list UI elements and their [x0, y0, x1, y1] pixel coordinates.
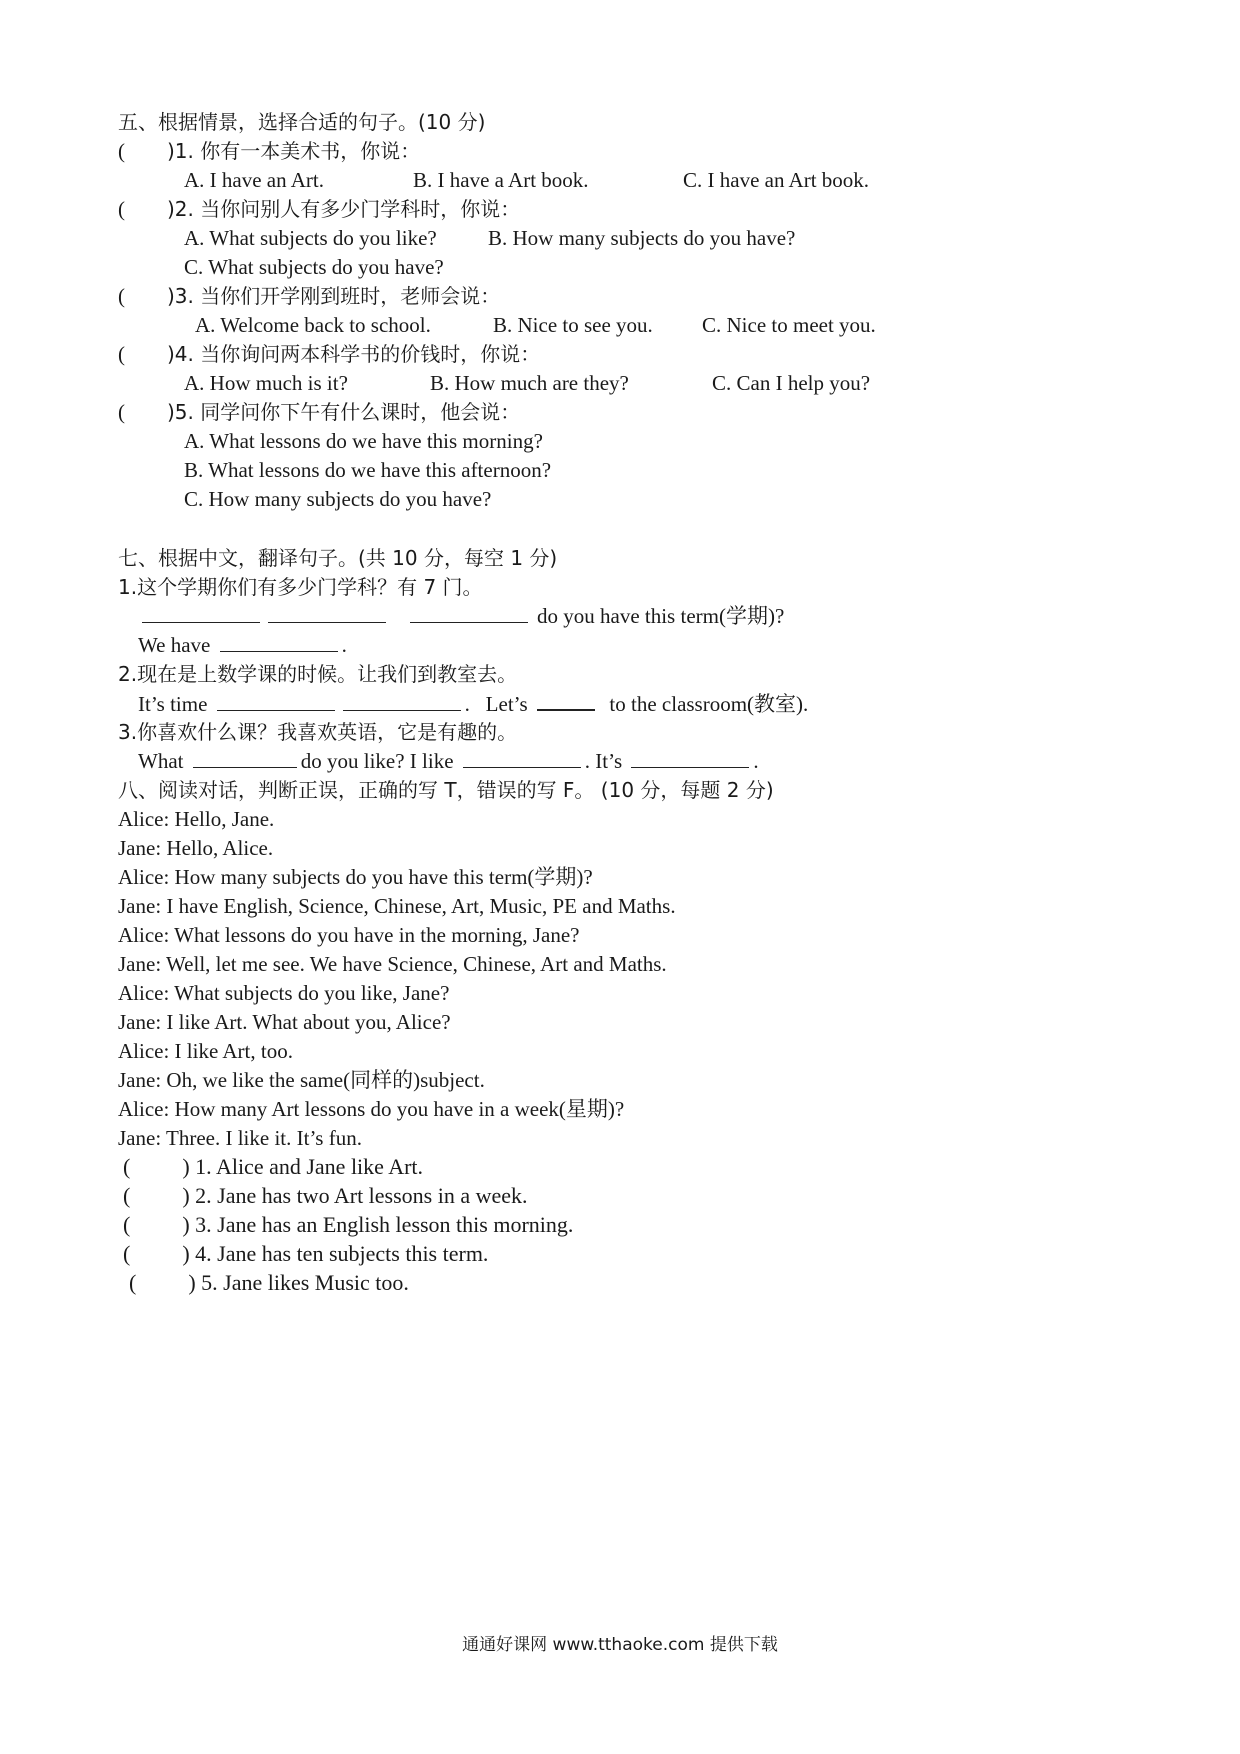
answer-blank[interactable] — [631, 747, 749, 768]
q2-option-a: A. What subjects do you like? — [184, 226, 437, 250]
dialogue-line: Alice: What lessons do you have in the morning, Jane? — [118, 923, 580, 947]
answer-blank[interactable] — [410, 602, 528, 623]
s7-item1-en2: We have . — [138, 633, 347, 657]
q4-option-a: A. How much is it? — [184, 371, 348, 395]
tf-statement-4: ( ) 4. Jane has ten subjects this term. — [123, 1241, 489, 1266]
q5-prompt: ( )5. 同学问你下午有什么课时，他会说： — [118, 400, 521, 424]
answer-blank[interactable] — [193, 747, 297, 768]
dialogue-line: Jane: Oh, we like the same(同样的)subject. — [118, 1068, 485, 1092]
footer-credit: 通通好课网 www.tthaoke.com 提供下载 — [462, 1635, 778, 1655]
dialogue-line: Jane: Three. I like it. It’s fun. — [118, 1126, 362, 1150]
dialogue-line: Alice: What subjects do you like, Jane? — [118, 981, 450, 1005]
q2-prompt: ( )2. 当你问别人有多少门学科时，你说： — [118, 197, 521, 221]
s7-item2-en: It’s time . Let’s to the classroom(教室). — [138, 689, 808, 718]
tf-statement-5: ( ) 5. Jane likes Music too. — [129, 1270, 409, 1295]
dialogue-line: Jane: I like Art. What about you, Alice? — [118, 1010, 451, 1034]
dialogue-line: Jane: Hello, Alice. — [118, 836, 274, 860]
tf-statement-2: ( ) 2. Jane has two Art lessons in a week. — [123, 1183, 528, 1208]
answer-blank[interactable] — [537, 689, 595, 711]
q4-prompt: ( )4. 当你询问两本科学书的价钱时，你说： — [118, 342, 541, 366]
dialogue-line: Jane: I have English, Science, Chinese, Art, Music, PE and Maths. — [118, 894, 676, 918]
q3-option-a: A. Welcome back to school. — [195, 313, 431, 337]
dialogue-line: Alice: I like Art, too. — [118, 1039, 293, 1063]
dialogue-line: Alice: How many subjects do you have this term(学期)? — [118, 865, 593, 889]
q1-option-a: A. I have an Art. — [184, 168, 324, 192]
q4-option-c: C. Can I help you? — [712, 371, 871, 395]
q5-option-c: C. How many subjects do you have? — [184, 487, 492, 511]
s7-item3-en: What do you like? I like . It’s . — [138, 749, 759, 773]
q3-option-b: B. Nice to see you. — [493, 313, 653, 337]
q1-prompt: ( )1. 你有一本美术书，你说： — [118, 139, 421, 163]
q2-option-b: B. How many subjects do you have? — [488, 226, 796, 250]
q5-option-b: B. What lessons do we have this afternoon? — [184, 458, 552, 482]
dialogue-line: Alice: Hello, Jane. — [118, 807, 275, 831]
section5-title: 五、根据情景，选择合适的句子。(10 分) — [118, 110, 486, 134]
dialogue-line: Jane: Well, let me see. We have Science, Chinese, Art and Maths. — [118, 952, 667, 976]
s7-item2-cn: 2.现在是上数学课的时候。让我们到教室去。 — [118, 662, 518, 686]
q5-option-a: A. What lessons do we have this morning? — [184, 429, 543, 453]
answer-blank[interactable] — [142, 602, 260, 623]
s7-item1-en1: do you have this term(学期)? — [138, 602, 784, 630]
answer-blank[interactable] — [217, 690, 335, 711]
section8-title: 八、阅读对话，判断正误，正确的写 T，错误的写 F。 (10 分，每题 2 分) — [118, 778, 774, 802]
q1-option-b: B. I have a Art book. — [413, 168, 589, 192]
dialogue-line: Alice: How many Art lessons do you have in a week(星期)? — [118, 1097, 625, 1121]
tf-statement-3: ( ) 3. Jane has an English lesson this morning. — [123, 1212, 574, 1237]
tf-statement-1: ( ) 1. Alice and Jane like Art. — [123, 1154, 424, 1179]
q1-option-c: C. I have an Art book. — [683, 168, 870, 192]
answer-blank[interactable] — [220, 631, 338, 652]
answer-blank[interactable] — [343, 690, 461, 711]
answer-blank[interactable] — [268, 602, 386, 623]
s7-item1-cn: 1.这个学期你们有多少门学科？有 7 门。 — [118, 575, 483, 599]
answer-blank[interactable] — [463, 747, 581, 768]
q4-option-b: B. How much are they? — [430, 371, 629, 395]
q3-option-c: C. Nice to meet you. — [702, 313, 876, 337]
s7-item3-cn: 3.你喜欢什么课？我喜欢英语，它是有趣的。 — [118, 720, 518, 744]
q3-prompt: ( )3. 当你们开学刚到班时，老师会说： — [118, 284, 501, 308]
q2-option-c: C. What subjects do you have? — [184, 255, 444, 279]
section7-title: 七、根据中文，翻译句子。(共 10 分，每空 1 分) — [118, 546, 558, 570]
